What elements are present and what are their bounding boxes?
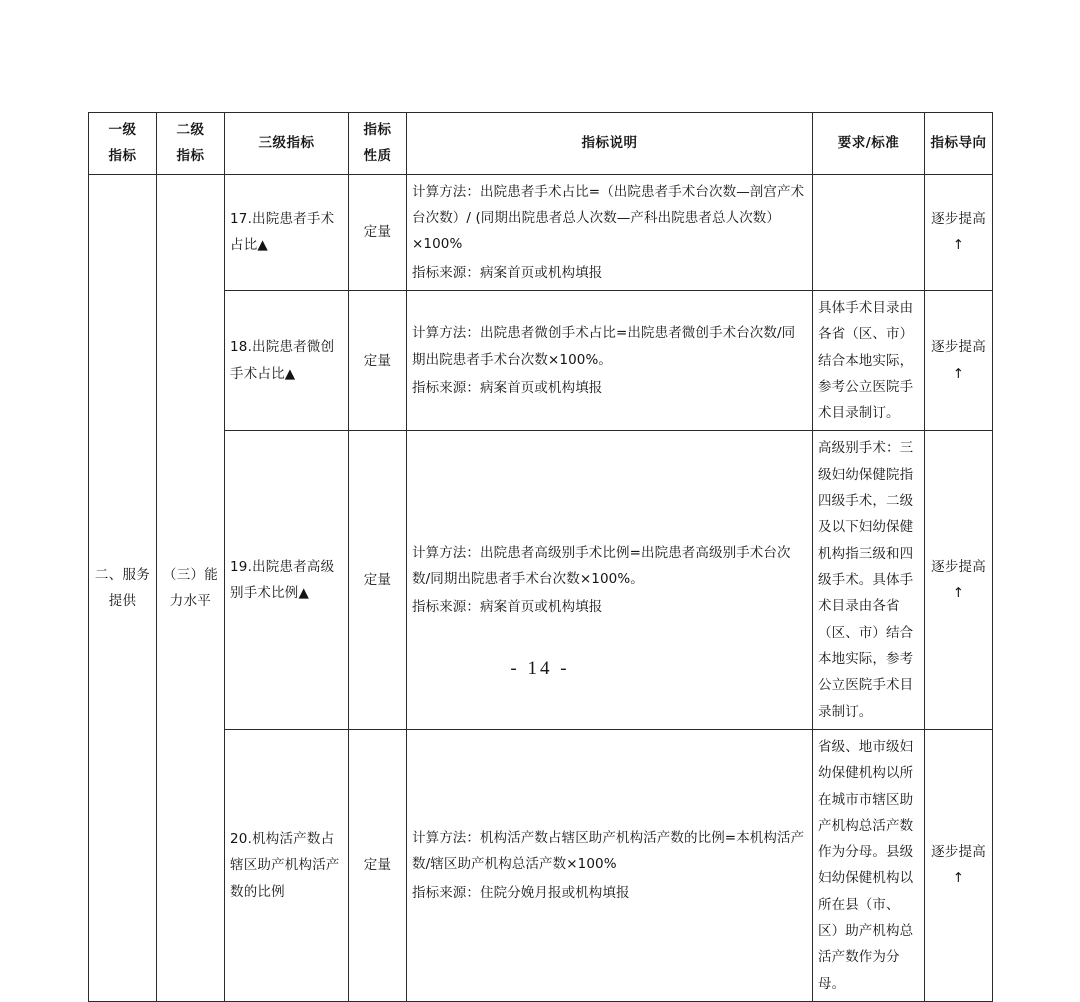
description-method: 计算方法：机构活产数占辖区助产机构活产数的比例=本机构活产数/辖区助产机构总活产数×100% — [412, 829, 805, 873]
header-description — [407, 113, 813, 175]
header-nature — [349, 113, 407, 175]
cell-requirement: 省级、地市级妇幼保健机构以所在城市市辖区助产机构总活产数作为分母。县级妇幼保健机构以所在县（市、区）助产机构总活产数作为分母。 — [813, 729, 925, 1001]
table-header — [89, 113, 993, 175]
table-row — [89, 290, 993, 431]
header-nature-line2: 性质 — [363, 148, 392, 165]
header-level2-line2: 指标 — [176, 148, 205, 165]
cell-level1: 二、服务提供 — [89, 174, 157, 1001]
description-source: 指标来源：住院分娩月报或机构填报 — [412, 884, 630, 901]
cell-level3: 19.出院患者高级别手术比例▲ — [225, 431, 349, 729]
cell-level3: 20.机构活产数占辖区助产机构活产数的比例 — [225, 729, 349, 1001]
header-level1 — [89, 113, 157, 175]
description-source: 指标来源：病案首页或机构填报 — [412, 379, 603, 396]
cell-description — [407, 431, 813, 729]
header-level2-line1: 二级 — [176, 122, 205, 138]
header-level3 — [225, 113, 349, 175]
description-source: 指标来源：病案首页或机构填报 — [412, 264, 603, 281]
cell-description — [407, 174, 813, 290]
table-row — [89, 174, 993, 290]
header-direction-line1: 指标导向 — [930, 135, 987, 152]
cell-requirement: 高级别手术：三级妇幼保健院指四级手术，二级及以下妇幼保健机构指三级和四级手术。具体手术目录由各省（区、市）结合本地实际，参考公立医院手术目录制订。 — [813, 431, 925, 729]
table-row — [89, 729, 993, 1001]
table-body — [89, 174, 993, 1001]
cell-nature: 定量 — [349, 290, 407, 431]
header-level1-line2: 指标 — [108, 148, 137, 165]
description-method: 计算方法：出院患者高级别手术比例=出院患者高级别手术台次数/同期出院患者手术台次数×100%。 — [412, 544, 791, 587]
header-level2 — [157, 113, 225, 175]
description-source: 指标来源：病案首页或机构填报 — [412, 599, 603, 616]
indicator-table-container — [88, 112, 992, 1002]
cell-direction: 逐步提高↑ — [925, 431, 993, 729]
cell-requirement — [813, 174, 925, 290]
header-level1-line1: 一级 — [108, 122, 137, 138]
cell-level3: 17.出院患者手术占比▲ — [225, 174, 349, 290]
indicator-table — [88, 112, 993, 1002]
cell-level2: （三）能力水平 — [157, 174, 225, 1001]
header-requirement-line1: 要求/标准 — [837, 135, 900, 152]
cell-requirement: 具体手术目录由各省（区、市）结合本地实际，参考公立医院手术目录制订。 — [813, 290, 925, 431]
page-number: - 14 - — [510, 658, 570, 679]
header-requirement — [813, 113, 925, 175]
description-method: 计算方法：出院患者手术占比=（出院患者手术台次数—剖宫产术台次数）/ (同期出院患者总人次数—产科出院患者总人次数）×100% — [412, 183, 805, 253]
cell-nature: 定量 — [349, 431, 407, 729]
cell-description — [407, 290, 813, 431]
cell-direction: 逐步提高↑ — [925, 290, 993, 431]
header-nature-line1: 指标 — [363, 122, 392, 138]
header-description-line1: 指标说明 — [581, 135, 638, 152]
cell-direction: 逐步提高↑ — [925, 174, 993, 290]
cell-nature: 定量 — [349, 729, 407, 1001]
header-level3-line1: 三级指标 — [258, 135, 315, 152]
header-direction — [925, 113, 993, 175]
table-header-row — [89, 113, 993, 175]
cell-nature: 定量 — [349, 174, 407, 290]
cell-level3: 18.出院患者微创手术占比▲ — [225, 290, 349, 431]
cell-description — [407, 729, 813, 1001]
description-method: 计算方法：出院患者微创手术占比=出院患者微创手术台次数/同期出院患者手术台次数×100%。 — [412, 325, 796, 368]
table-row — [89, 431, 993, 729]
cell-direction: 逐步提高↑ — [925, 729, 993, 1001]
